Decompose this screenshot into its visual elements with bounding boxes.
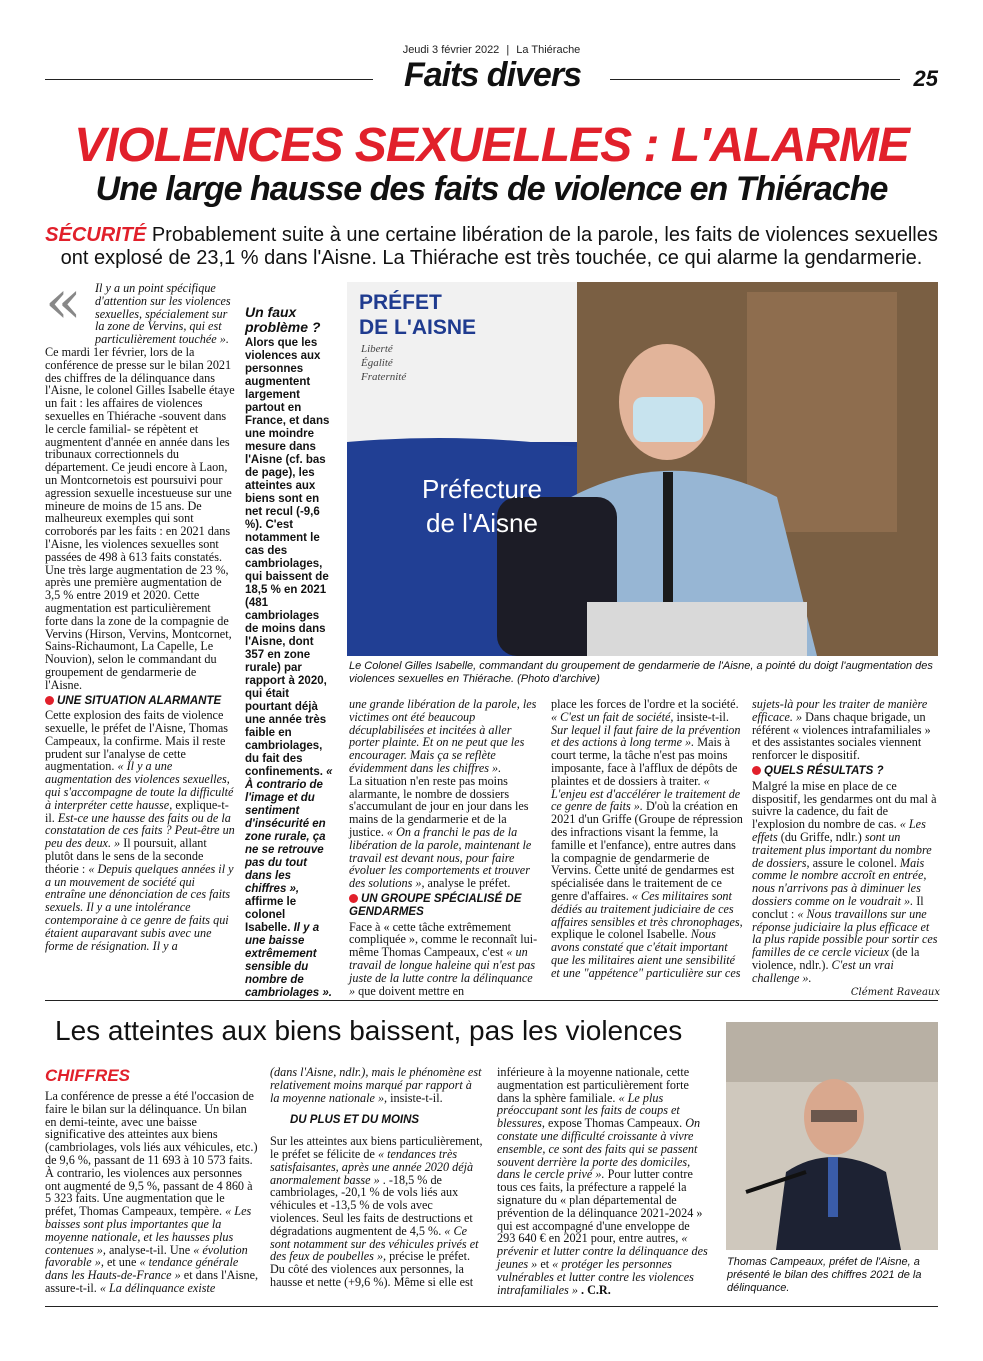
- paragraph: (dans l'Aisne, ndlr.), mais le phénomène est relativement moins marqué par rapport à la moyenne nationale », insiste-t-il.: [270, 1065, 482, 1105]
- box-title: DU PLUS ET DU MOINS: [290, 1114, 420, 1127]
- date: Jeudi 3 février 2022: [402, 44, 500, 56]
- paragraph: Cette explosion des faits de violence sexuelle, le préfet de l'Aisne, Thomas Campeaux, la confirme. Mais il reste prudent sur l'analyse de cette augmentation. « Il y a une augmentation des violences sexuelles, qui s'accompagne de toute la difficulté à interpréter cette hausse, explique-t-il. Est-ce une hausse des faits ou de la constatation de ces faits ? Peut-être un peu des deux. » Il poursuit, allant plutôt dans le sens de la seconde théorie : « Depuis quelques années il y a un mouvement de société qui entraîne une dénonciation de ces faits sexuels. Il y a une intolérance contemporaine à ce genre de faits qui étaient auparavant subis avec une forme de résignation. Il y a: [45, 708, 235, 953]
- opening-quote: Il y a un point spécifique d'attention sur les violences sexuelles, spécialement sur la zone de Vervins, qui est particulièrement touchée ».: [95, 281, 231, 347]
- column-5: [752, 698, 940, 999]
- lead-text: Probablement suite à une certaine libération de la parole, les faits de violences sexuelles ont explosé de 23,1 % dans l'Aisne. La Thiérache est très touchée, ce qui alarme la gendarmerie.: [60, 224, 938, 269]
- bullet-dot-icon: [349, 894, 358, 903]
- section-title: Faits divers: [404, 56, 581, 94]
- intertitle: QUELS RÉSULTATS ?: [752, 765, 940, 778]
- masthead-rule-right: [610, 79, 900, 80]
- second-headline: Les atteintes aux biens baissent, pas les violences: [55, 1015, 683, 1046]
- column-4: [551, 698, 743, 980]
- bullet-dot-icon: [45, 696, 54, 705]
- intertitle: UN GROUPE SPÉCIALISÉ DE GENDARMES: [349, 892, 522, 918]
- dateline-separator: |: [506, 44, 510, 56]
- paragraph: Malgré la mise en place de ce dispositif, les gendarmes ont du mal à suivre la cadence, du fait de l'explosion du nombre de cas. « Les effets (du Griffe, ndlr.) sont un traitement plus important du nombre de dossiers, assure le colonel. Mais comme le nombre accroît en entrée, nous n'arrivons pas à diminuer les dossiers comme on le voudrait ». Il conclut : « Nous travaillons sur une réponse judiciaire la plus efficace et la plus rapide possible pour sortir ces familles de ce cercle vicieux (de la violence, ndlr.). C'est un vrai challenge ».: [752, 778, 938, 985]
- quote-glyph-icon: «: [45, 267, 82, 337]
- bullet-dot-icon: [752, 766, 761, 775]
- column-1: [45, 267, 235, 953]
- second-kicker: CHIFFRES: [45, 1066, 130, 1085]
- sidebar-body: Alors que les violences aux personnes augmentent largement partout en France, et dans une moindre mesure dans l'Aisne (cf. bas de page), les atteintes aux biens sont en net recul (-9,6 %). C'est notamment le cas des cambriolages, qui baissent de 18,5 % en 2021 (481 cambriolages de moins dans l'Aisne, dont 357 en zone rurale) par rapport à 2020, qui était pourtant déjà une année très faible en cambriolages, du fait des confinements. « À contrario de l'image et du sentiment d'insécurité en zone rurale, ça ne se retrouve pas du tout dans les chiffres », affirme le colonel Isabelle. Il y a une baisse extrêmement sensible du nombre de cambriolages ».: [245, 337, 333, 999]
- paragraph: La conférence de presse a été l'occasion de faire le bilan sur la délinquance. Un bilan en demi-teinte, avec une baisse significative des atteintes aux biens (cambriolages, vols liés aux véhicules, etc.) de 9,6 %, passant de 11 693 à 10 573 faits. À contrario, les violences aux personnes ont augmenté de 9,5 %, passant de 4 860 à 5 323 faits. Une augmentation que le préfet, Thomas Campeaux, tempère. « Les baisses sont plus importantes que la moyenne nationale, et les hausses plus contenues », analyse-t-il. Une « évolution favorable », et une « tendance générale dans les Hauts-de-France » et dans l'Aisne, assure-t-il. « La délinquance existe: [45, 1089, 259, 1295]
- photo-banner-text: Préfecture de l'Aisne: [422, 474, 542, 538]
- paragraph: inférieure à la moyenne nationale, cette augmentation est particulièrement forte dans la sphère familiale. « Le plus préoccupant sont les faits de coups et blessures, expose Thomas Campeaux. On constate une difficulté croissante à vivre ensemble, ce sont des faits qui se passent souvent derrière la porte des domiciles, dans le cercle privé ». Pour lutter contre tous ces faits, la préfecture a rappelé la signature du « plan départemental de prévention de la délinquance 2021-2024 » qui est accompagné d'une enveloppe de 293 640 € en 2021 pour, entre autres, « prévenir et lutter contre la délinquance des jeunes » et « protéger les personnes vulnérables et lutter contre les violences intrafamiliales » . C.R.: [497, 1065, 708, 1297]
- paragraph: Face à « cette tâche extrêmement compliquée », comme le reconnaît lui-même Thomas Campeaux, c'est « un travail de longue haleine qui n'est pas juste de la lutte contre la délinquance » que doivent mettre en: [349, 919, 538, 998]
- paragraph: Ce mardi 1er février, lors de la conférence de presse sur le bilan 2021 des chiffres de la délinquance dans l'Aisne, le colonel Gilles Isabelle étaye un fait : les affaires de violences sexuelles en Thiérache -souvent dans le cercle familial- se répètent et augmentent d'année en année dans les tribunaux correctionnels du département. Ce jeudi encore à Laon, un Montcornetois est poursuivi pour agression sexuelle incestueuse sur une mineure de moins de 15 ans. De malheureux exemples qui sont corroborés par les faits : en 2021 dans l'Aisne, les violences sexuelles sont passées de 498 à 613 faits constatés. Une très large augmentation de 23 %, après une première augmentation de 3,5 % entre 2019 et 2020. Cette augmentation est particulièrement forte dans la zone de la compagnie de Vervins (Hirson, Vervins, Montcornet, Sains-Richaumont, La Capelle, Le Nouvion), selon le commandant du groupement de gendarmerie de l'Aisne.: [45, 344, 235, 692]
- lead-paragraph: [40, 224, 943, 270]
- second-column-3: [497, 1066, 711, 1296]
- photo-sign: PRÉFET DE L'AISNE: [359, 291, 477, 339]
- section-divider: [45, 1000, 938, 1001]
- photo-caption: Le Colonel Gilles Isabelle, commandant du groupement de gendarmerie de l'Aisne, a pointé du doigt l'augmentation des violences sexuelles en Thiérache. (Photo d'archive): [349, 660, 933, 685]
- second-column-2: [270, 1066, 484, 1289]
- photo-motto: Liberté Égalité Fraternité: [361, 343, 407, 383]
- main-photo: [347, 282, 938, 656]
- paragraph: sujets-là pour les traiter de manière efficace. » Dans chaque brigade, un référent « violences intrafamiliales » et des assistantes sociales viennent renforcer le dispositif.: [752, 697, 931, 763]
- headline: VIOLENCES SEXUELLES : L'ALARME: [74, 119, 909, 172]
- column-3: une grande libération de la parole, les victimes ont été beaucoup décuplabilisées et incitées à aller porter plainte. Et on ne peut que les encourager. Mais ça se reflète évidemment dans les chiffres ». La situation n'en reste pas moins alarmante, le nombre de dossiers s'accumulant de jour en jour dans les mains de la gendarmerie et de la justice. « On a franchi le pas de la libération de la parole, maintenant le travail est devant nous, pour faire évoluer les comportements et trouver des solutions », analyse le préfet. UN GROUPE SPÉCIALISÉ DE GENDARMES Face à « cette tâche extrêmement compliquée », comme le reconnaît lui-même Thomas Campeaux, c'est « un travail de longue haleine qui n'est pas juste de la lutte contre la délinquance » que doivent mettre en: [349, 698, 541, 997]
- edition: La Thiérache: [516, 44, 581, 56]
- dateline: [0, 44, 983, 56]
- sidebar-box: [245, 305, 333, 1000]
- sidebar-title: Un faux problème ?: [245, 304, 321, 335]
- second-column-1: [45, 1090, 259, 1295]
- paragraph: Sur les atteintes aux biens particulièrement, le préfet se félicite de « tendances très satisfaisantes, après une année 2020 déjà anormalement basse » . -18,5 % de cambriolages, -20,1 % de vols liés aux véhicules et -13,5 % de vols avec violences. Seul les faits de destructions et dégradations augmentent de 4,5 %. « Ce sont notamment sur des véhicules privés et des feux de poubelles », précise le préfet. Du côté des violences aux personnes, la hausse et nette (+9,6 %). Même si elle est: [270, 1134, 483, 1289]
- page-number: 25: [913, 66, 938, 91]
- second-photo-caption: Thomas Campeaux, préfet de l'Aisne, a présenté le bilan des chiffres 2021 de la délinquance.: [727, 1256, 922, 1294]
- masthead-rule-left: [45, 79, 373, 80]
- paragraph: place les forces de l'ordre et la société. « C'est un fait de société, insiste-t-il. Sur lequel il faut faire de la prévention et des actions à long terme ». Mais à court terme, la tâche n'est pas moins imposante, face à l'afflux de dépôts de plaintes et de dossiers à traiter. « L'enjeu est d'accélérer le traitement de ce genre de faits ». D'où la création en 2021 d'un Griffe (Groupe de répression des infractions visant la femme, la famille et l'enfance), entre autres dans la compagnie de gendarmerie de Vervins. Cette unité de gendarmes est spécialisée dans le traitement de ce genre d'affaires. « Ces militaires sont dédiés au traitement judiciaire de ces affaires sensibles et très chronophages, explique le colonel Isabelle. Nous avons constaté que c'était important que les militaires aient une sensibilité et une "appétence" particulière sur ces: [551, 697, 743, 980]
- quote-mark: [45, 267, 95, 340]
- intertitle: UNE SITUATION ALARMANTE: [45, 695, 235, 708]
- paragraph: La situation n'en reste pas moins alarmante, le nombre de dossiers s'accumulant de jour en jour dans les mains de la gendarmerie et de la justice. « On a franchi le pas de la libération de la parole, maintenant le travail est devant nous, pour faire évoluer les comportements et trouver des solutions », analyse le préfet.: [349, 773, 532, 891]
- subheadline: Une large hausse des faits de violence en Thiérache: [95, 170, 888, 208]
- bottom-rule: [45, 1306, 938, 1307]
- second-photo-illustration: [726, 1022, 938, 1250]
- second-photo: [726, 1022, 938, 1250]
- byline-signature: Clément Raveaux: [850, 986, 940, 998]
- kicker: SÉCURITÉ: [45, 224, 147, 246]
